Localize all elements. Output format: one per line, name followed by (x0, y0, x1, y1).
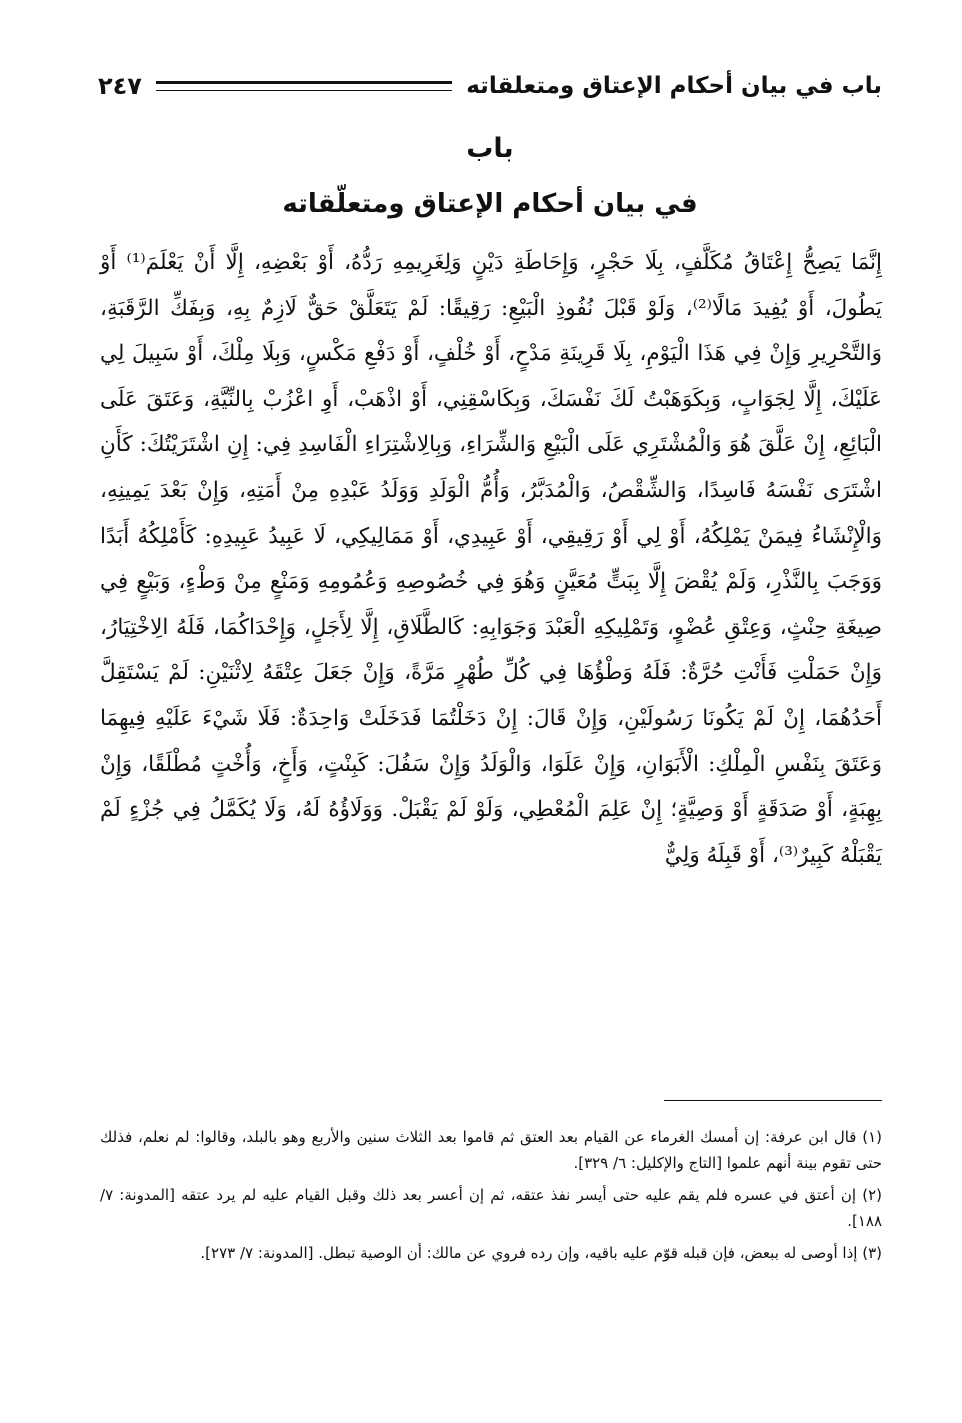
footnote-3: (٣) إذا أوصى له ببعض، فإن قبله قوّم عليه باقيه، وإن رده فروي عن مالك: أن الوصية تبطل. [المدونة: ٧/ ٢٧٣]. (200, 1244, 882, 1262)
footnote-separator (664, 1100, 882, 1101)
footnotes (100, 1124, 882, 1272)
page-number: ٢٤٧ (98, 72, 142, 100)
body-paragraph: إِنَّمَا يَصِحُّ إِعْتَاقُ مُكَلَّفٍ، بِلَا حَجْرٍ، وَإِحَاطَةِ دَيْنٍ وَلِغَرِيمِهِ رَدُّهُ، أَوْ بَعْضِهِ، إِلَّا أَنْ يَعْلَمَ⁽¹⁾ أَوْ يَطُولَ، أَوْ يُفِيدَ مَالًا⁽²⁾، وَلَوْ قَبْلَ نُفُوذِ الْبَيْعِ: رَقِيقًا: لَمْ يَتَعَلَّقْ حَقٌّ لَازِمٌ بِهِ، وَبِفَكِّ الرَّقَبَةِ، وَالتَّحْرِيرِ وَإِنْ فِي هَذَا الْيَوْمِ، بِلَا قَرِينَةِ مَدْحٍ، أَوْ خُلْفٍ، أَوْ دَفْعِ مَكْسٍ، وَبِلَا مِلْكَ، أَوْ سَبِيلَ لِي عَلَيْكَ، إِلَّا لِجَوَابٍ، وَبِكَوَهَبْتُ لَكَ نَفْسَكَ، وَبِكَاسْقِنِي، أَوْ اذْهَبْ، أَوِ اعْزُبْ بِالنِّيَّةِ، وَعَتَقَ عَلَى الْبَائِعِ، إِنْ عَلَّقَ هُوَ وَالْمُشْتَرِي عَلَى الْبَيْعِ وَالشِّرَاءِ، وَبِالِاشْتِرَاءِ الْفَاسِدِ فِي: إِنِ اشْتَرَيْتُكَ: كَأَنِ اشْتَرَى نَفْسَهُ فَاسِدًا، وَالشِّقْصُ، وَالْمُدَبَّرُ، وَأُمُّ الْوَلَدِ وَوَلَدُ عَبْدِهِ مِنْ أَمَتِهِ، وَإِنْ بَعْدَ يَمِينِهِ، وَالْإِنْشَاءُ فِيمَنْ يَمْلِكُهُ، أَوْ لِي أَوْ رَقِيقِي، أَوْ عَبِيدِي، أَوْ مَمَالِيكِي، لَا عَبِيدُ عَبِيدِهِ: كَأَمْلِكُهُ أَبَدًا وَوَجَبَ بِالنَّذْرِ، وَلَمْ يُقْضَ إِلَّا بِبَتٍّ مُعَيَّنٍ وَهُوَ فِي خُصُوصِهِ وَعُمُومِهِ وَمَنْعٍ مِنْ وَطْءٍ، وَبَيْعٍ فِي صِيغَةِ حِنْثٍ، وَعِتْقِ عُضْوٍ، وَتَمْلِيكِهِ الْعَبْدَ وَجَوَابِهِ: كَالطَّلَاقِ، إِلَّا لِأَجَلٍ، وَإِحْدَاكُمَا، فَلَهُ الِاخْتِيَارُ، وَإِنْ حَمَلْتِ فَأَنْتِ حُرَّةٌ: فَلَهُ وَطْؤُهَا فِي كُلِّ طُهْرٍ مَرَّةً، وَإِنْ جَعَلَ عِتْقَهُ لِاثْنَيْنِ: لَمْ يَسْتَقِلَّ أَحَدُهُمَا، إِنْ لَمْ يَكُونَا رَسُولَيْنِ، وَإِنْ قَالَ: إِنْ دَخَلْتُمَا فَدَخَلَتْ وَاحِدَةٌ: فَلَا شَيْءَ عَلَيْهِ فِيهِمَا وَعَتَقَ بِنَفْسِ الْمِلْكِ: الْأَبَوَانِ، وَإِنْ عَلَوَا، وَالْوَلَدُ وَإِنْ سَفُلَ: كَبِنْتٍ، وَأَخٍ، وَأُخْتٍ مُطْلَقًا، وَإِنْ بِهِبَةٍ، أَوْ صَدَقَةٍ أَوْ وَصِيَّةٍ؛ إِنْ عَلِمَ الْمُعْطِي، وَلَوْ لَمْ يَقْبَلْ. وَوَلَاؤُهُ لَهُ، وَلَا يُكَمَّلُ فِي جُزْءٍ لَمْ يَقْبَلْهُ كَبِيرٌ⁽³⁾، أَوْ قَبِلَهُ وَلِيٌّ (100, 250, 882, 868)
body-text (100, 240, 882, 878)
chapter-heading: باب (466, 133, 514, 164)
running-header-title: باب في بيان أحكام الإعتاق ومتعلقاته (466, 73, 882, 99)
header-rule (156, 81, 452, 91)
chapter-subheading: في بيان أحكام الإعتاق ومتعلّقاته (282, 189, 698, 219)
footnote-2: (٢) إن أعتق في عسره فلم يقم عليه حتى أيسر نفذ عتقه، ثم إن أعسر بعد ذلك وقبل القيام عليه لم يرد عتقه [المدونة: ٧/ ١٨٨]. (100, 1186, 882, 1230)
running-header (98, 66, 882, 106)
footnote-1: (١) قال ابن عرفة: إن أمسك الغرماء عن القيام بعد العتق ثم قاموا بعد الثلاث سنين والأربع وهو بالبلد، وقالوا: لم نعلم، فذلك حتى تقوم بينة أنهم علموا [التاج والإكليل: ٦/ ٣٢٩]. (100, 1128, 882, 1172)
